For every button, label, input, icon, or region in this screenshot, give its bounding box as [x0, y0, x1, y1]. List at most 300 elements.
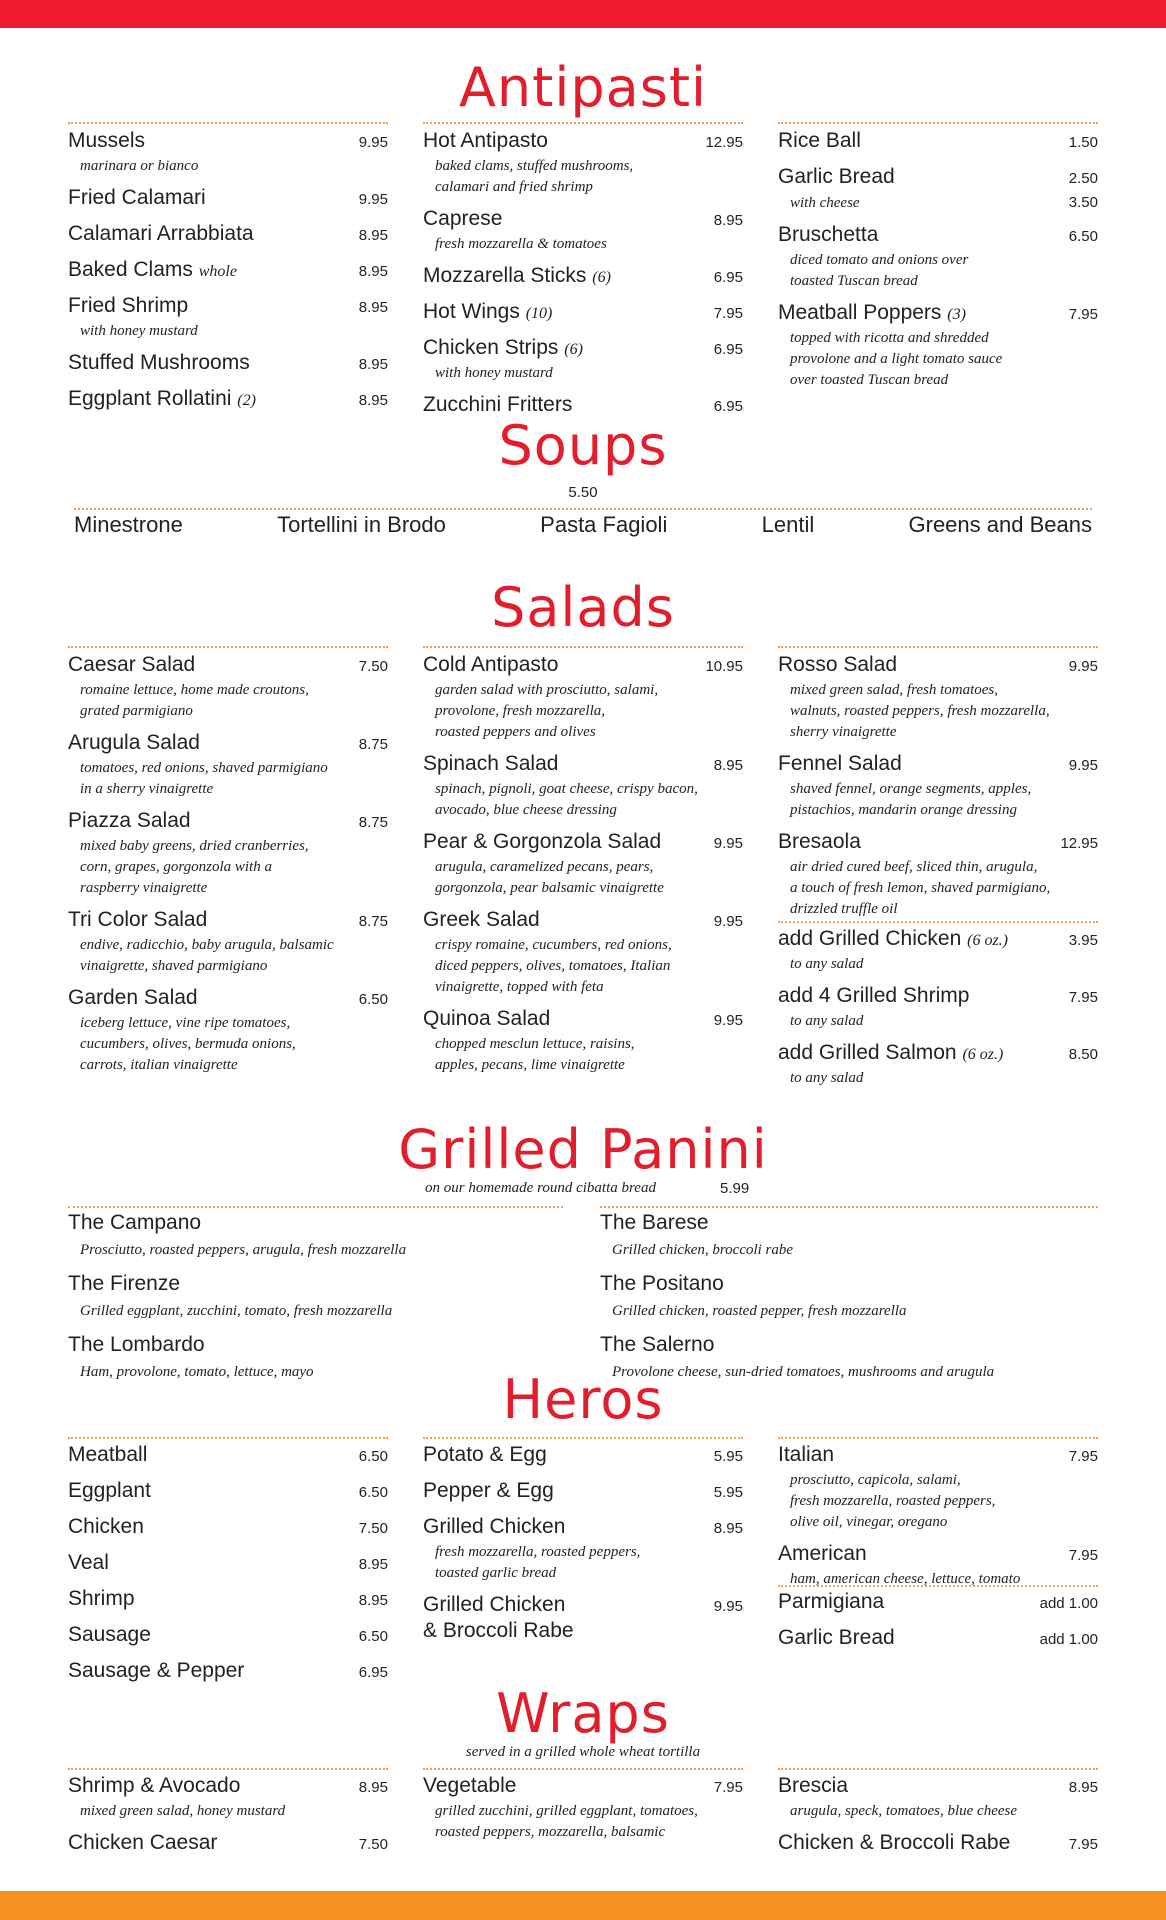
- wraps-column: [68, 1773, 388, 1866]
- menu-item: [68, 1478, 388, 1506]
- menu-item-price: 7.95: [1068, 306, 1098, 323]
- menu-item: [423, 206, 743, 255]
- menu-item-note: (3): [947, 306, 966, 323]
- menu-item-description: fresh mozzarella, roasted peppers, toasted garlic bread: [435, 1544, 641, 1581]
- menu-item-name-wrap: [68, 293, 188, 319]
- menu-item: [423, 263, 743, 291]
- menu-item-price: 7.50: [358, 1836, 388, 1853]
- antipasti-column: [423, 128, 743, 428]
- menu-item: [423, 652, 743, 743]
- menu-item-price: 12.95: [705, 134, 743, 151]
- menu-item-name-wrap: [423, 263, 611, 291]
- menu-item: [423, 907, 743, 998]
- menu-item-price: 8.95: [713, 212, 743, 229]
- menu-item-name-wrap: [423, 1773, 516, 1799]
- menu-item-price: 6.95: [713, 341, 743, 358]
- menu-item: [778, 926, 1098, 975]
- menu-item: [423, 751, 743, 821]
- menu-item-price: 7.50: [358, 658, 388, 675]
- menu-item-description: with honey mustard: [80, 323, 198, 339]
- menu-item-name: Mozzarella Sticks: [423, 264, 587, 287]
- menu-item-name: Greek Salad: [423, 908, 540, 931]
- menu-item-price: 8.95: [358, 1779, 388, 1796]
- wraps-column: [423, 1773, 743, 1851]
- menu-item: [68, 985, 388, 1076]
- menu-item: [423, 1514, 743, 1584]
- menu-item: [778, 1773, 1098, 1822]
- menu-item: [778, 164, 1098, 214]
- menu-item-price: 9.95: [358, 191, 388, 208]
- menu-item-name: add Grilled Chicken: [778, 927, 962, 950]
- menu-item-name: Chicken Strips: [423, 336, 559, 359]
- menu-item-name: Fried Calamari: [68, 186, 206, 209]
- menu-item-price: 9.95: [713, 1598, 743, 1615]
- menu-item: [423, 299, 743, 327]
- menu-item-note: (2): [237, 392, 256, 409]
- antipasti-column: [778, 128, 1098, 399]
- menu-item-name-wrap: [423, 1514, 565, 1540]
- menu-item: [778, 1625, 1098, 1653]
- menu-item-name: Veal: [68, 1551, 109, 1574]
- salads-column: [423, 652, 743, 1084]
- panini-item-name: The Positano: [600, 1272, 724, 1295]
- menu-item-name-wrap: [778, 1773, 848, 1799]
- menu-item-description: to any salad: [790, 1070, 864, 1086]
- menu-item-description: fresh mozzarella & tomatoes: [435, 236, 607, 252]
- menu-item: [423, 1478, 743, 1506]
- heros-column: [68, 1442, 388, 1694]
- menu-item-description: mixed green salad, fresh tomatoes, walnuts, roasted peppers, fresh mozzarella, sherry vinaigrette: [790, 682, 1050, 740]
- section-title-salads: Salads: [491, 576, 675, 639]
- menu-item-note: (6): [564, 341, 583, 358]
- panini-column: [68, 1210, 563, 1393]
- menu-item-price: 8.50: [1068, 1046, 1098, 1063]
- menu-item-name: Caesar Salad: [68, 653, 196, 676]
- menu-item-name: Chicken: [68, 1515, 144, 1538]
- menu-item-name: Meatball Poppers: [778, 301, 942, 324]
- panini-item-description: Ham, provolone, tomato, lettuce, mayo: [80, 1364, 314, 1380]
- menu-item: [68, 221, 388, 249]
- menu-item-price: 3.95: [1068, 932, 1098, 949]
- menu-item: [68, 257, 388, 285]
- menu-item-price: 8.95: [358, 392, 388, 409]
- menu-item-price: 8.95: [358, 227, 388, 244]
- menu-item-name: Eggplant Rollatini: [68, 387, 232, 410]
- menu-item-name: Chicken & Broccoli Rabe: [778, 1831, 1011, 1854]
- menu-item-name: Italian: [778, 1443, 835, 1466]
- menu-item: [68, 1514, 388, 1542]
- menu-item-name-wrap: [778, 300, 966, 328]
- menu-item-description: spinach, pignoli, goat cheese, crispy bacon, avocado, blue cheese dressing: [435, 781, 698, 818]
- divider: [778, 646, 1098, 648]
- soups-list: [74, 512, 1092, 538]
- menu-item: [68, 185, 388, 213]
- menu-item-description: baked clams, stuffed mushrooms, calamari and fried shrimp: [435, 158, 634, 195]
- divider: [68, 122, 388, 124]
- menu-item-name-wrap: [423, 1592, 574, 1644]
- menu-item-name-wrap: [68, 1550, 109, 1576]
- menu-item-description: topped with ricotta and shredded provolone and a light tomato sauce over toasted Tuscan bread: [790, 330, 1003, 388]
- soup-item: Minestrone: [74, 512, 183, 537]
- menu-item-name: Calamari Arrabbiata: [68, 222, 254, 245]
- menu-item-name-wrap: [68, 907, 207, 933]
- menu-item: [423, 1592, 743, 1644]
- menu-item: [68, 1442, 388, 1470]
- menu-item: [423, 829, 743, 899]
- menu-item-name-wrap: [778, 652, 897, 678]
- menu-item-name-wrap: [68, 257, 237, 285]
- menu-item-name: Caprese: [423, 207, 503, 230]
- menu-item-name: Quinoa Salad: [423, 1007, 551, 1030]
- menu-item-name-wrap: [68, 1442, 147, 1468]
- menu-item: [68, 1622, 388, 1650]
- menu-item-price: 8.95: [713, 757, 743, 774]
- menu-item-name: Garlic Bread: [778, 165, 895, 188]
- menu-item: [68, 1550, 388, 1578]
- soup-item: Greens and Beans: [908, 512, 1092, 537]
- menu-item-name-wrap: [68, 808, 191, 834]
- salad-addons: [778, 926, 1098, 1097]
- menu-item-name: Mussels: [68, 129, 146, 152]
- menu-item-description: mixed baby greens, dried cranberries, corn, grapes, gorgonzola with a raspberry vinaigrette: [80, 838, 309, 896]
- menu-item-name: Stuffed Mushrooms: [68, 351, 250, 374]
- menu-item-name-wrap: [778, 1830, 1010, 1856]
- menu-item-name-wrap: [423, 652, 558, 678]
- menu-item-name-wrap: [778, 1541, 867, 1567]
- menu-item: [423, 1442, 743, 1470]
- menu-item-description: with honey mustard: [435, 365, 553, 381]
- menu-item-name-wrap: [68, 350, 250, 376]
- salads-column: [778, 652, 1098, 928]
- menu-item: [68, 293, 388, 342]
- menu-item-name: Potato & Egg: [423, 1443, 547, 1466]
- menu-item-name-wrap: [68, 652, 195, 678]
- menu-item-name-wrap: [68, 1478, 151, 1504]
- menu-item-price: 6.50: [358, 1484, 388, 1501]
- menu-item: [778, 222, 1098, 292]
- menu-item-name: Garden Salad: [68, 986, 198, 1009]
- menu-item-name: Rice Ball: [778, 129, 861, 152]
- panini-item-name: The Lombardo: [68, 1333, 205, 1356]
- menu-item-name-wrap: [68, 386, 256, 414]
- menu-item-name-wrap: [423, 1478, 554, 1504]
- menu-item-description: chopped mesclun lettuce, raisins, apples, pecans, lime vinaigrette: [435, 1036, 635, 1073]
- panini-price: 5.99: [720, 1180, 750, 1197]
- menu-item-name-wrap: [423, 128, 548, 154]
- menu-item-price: 7.95: [713, 1779, 743, 1796]
- menu-item: [68, 808, 388, 899]
- menu-item-name-wrap: [68, 1514, 144, 1540]
- menu-item: [68, 350, 388, 378]
- menu-item-price: 8.75: [358, 736, 388, 753]
- divider: [423, 122, 743, 124]
- panini-item-name: The Campano: [68, 1211, 202, 1234]
- menu-item-price: 8.95: [358, 299, 388, 316]
- menu-item-description: garden salad with prosciutto, salami, provolone, fresh mozzarella, roasted peppers and olives: [435, 682, 659, 740]
- menu-item-price: 7.95: [1068, 1547, 1098, 1564]
- menu-item-price: 12.95: [1060, 835, 1098, 852]
- divider: [778, 1768, 1098, 1770]
- menu-item: [68, 386, 388, 414]
- menu-item-name-wrap: [423, 335, 583, 363]
- menu-item: [778, 751, 1098, 821]
- menu-item-note: (10): [525, 305, 553, 322]
- menu-item-description: endive, radicchio, baby arugula, balsamic vinaigrette, shaved parmigiano: [80, 937, 334, 974]
- menu-item-name-wrap: [778, 222, 878, 248]
- menu-item-name-wrap: [423, 829, 661, 855]
- menu-item-name-wrap: [68, 1586, 135, 1612]
- divider: [778, 1585, 1098, 1587]
- menu-item-name: Arugula Salad: [68, 731, 200, 754]
- menu-item-name: Baked Clams: [68, 258, 193, 281]
- section-title-panini: Grilled Panini: [398, 1118, 768, 1181]
- divider: [600, 1206, 1098, 1208]
- menu-item-name: American: [778, 1542, 867, 1565]
- menu-item-description: mixed green salad, honey mustard: [80, 1803, 286, 1819]
- panini-item: [68, 1210, 563, 1261]
- divider: [423, 1768, 743, 1770]
- menu-item-name-wrap: [68, 730, 200, 756]
- soup-item: Tortellini in Brodo: [277, 512, 446, 537]
- panini-item-description: Prosciutto, roasted peppers, arugula, fresh mozzarella: [80, 1242, 407, 1258]
- menu-item-price: 7.95: [1068, 1448, 1098, 1465]
- menu-item-price: 8.95: [713, 1520, 743, 1537]
- menu-item-name: Parmigiana: [778, 1590, 885, 1613]
- menu-item: [68, 128, 388, 177]
- menu-item-price: 10.95: [705, 658, 743, 675]
- panini-subtitle: on our homemade round cibatta bread: [425, 1180, 656, 1196]
- menu-item-name: Bruschetta: [778, 223, 879, 246]
- menu-item: [778, 652, 1098, 743]
- menu-item: [778, 1589, 1098, 1617]
- menu-item-price: 5.95: [713, 1484, 743, 1501]
- menu-item: [68, 730, 388, 800]
- menu-item-name: Bresaola: [778, 830, 861, 853]
- top-color-bar: [0, 0, 1166, 28]
- menu-item-name: Brescia: [778, 1774, 849, 1797]
- divider: [778, 1437, 1098, 1439]
- soups-price: 5.50: [568, 484, 598, 501]
- bottom-color-bar: [0, 1891, 1166, 1920]
- menu-item-name-wrap: [778, 1442, 834, 1468]
- panini-item-name: The Firenze: [68, 1272, 181, 1295]
- menu-item-price: 1.50: [1068, 134, 1098, 151]
- menu-item-name: Hot Antipasto: [423, 129, 548, 152]
- menu-item-price: 7.95: [1068, 989, 1098, 1006]
- menu-item-name-wrap: [68, 128, 145, 154]
- menu-item: [423, 1773, 743, 1843]
- menu-item-name-wrap: [68, 985, 198, 1011]
- menu-item-description: ham, american cheese, lettuce, tomato: [790, 1571, 1021, 1587]
- menu-item-name-wrap: [778, 1589, 884, 1615]
- menu-item-name: add 4 Grilled Shrimp: [778, 984, 970, 1007]
- menu-item-price: 8.95: [1068, 1779, 1098, 1796]
- panini-item-description: Grilled eggplant, zucchini, tomato, fresh mozzarella: [80, 1303, 393, 1319]
- menu-item-name-wrap: [778, 128, 861, 154]
- divider: [68, 646, 388, 648]
- menu-item-price: 8.95: [358, 1556, 388, 1573]
- menu-item-name: Sausage: [68, 1623, 151, 1646]
- menu-item-price: 6.50: [358, 1448, 388, 1465]
- menu-item-name-wrap: [68, 185, 206, 211]
- menu-item-price: 6.95: [358, 1664, 388, 1681]
- menu-item-name: Pear & Gorgonzola Salad: [423, 830, 662, 853]
- divider: [778, 921, 1098, 923]
- menu-item: [778, 300, 1098, 391]
- menu-item-name-wrap: [778, 983, 969, 1009]
- menu-item-name-wrap: [778, 1625, 895, 1651]
- menu-item-name-wrap: [68, 221, 254, 247]
- panini-item-description: Grilled chicken, roasted pepper, fresh mozzarella: [612, 1303, 907, 1319]
- menu-item-name: Fried Shrimp: [68, 294, 189, 317]
- menu-item-price: 9.95: [713, 835, 743, 852]
- section-title-soups: Soups: [498, 414, 668, 477]
- menu-item: [423, 335, 743, 384]
- antipasti-column: [68, 128, 388, 422]
- menu-item-description: tomatoes, red onions, shaved parmigiano in a sherry vinaigrette: [80, 760, 328, 797]
- menu-item-name: Meatball: [68, 1443, 148, 1466]
- menu-item-name-wrap: [68, 1622, 151, 1648]
- panini-column: [600, 1210, 1098, 1393]
- menu-item-name: Zucchini Fritters: [423, 393, 573, 416]
- menu-item-name: Fennel Salad: [778, 752, 902, 775]
- menu-item-name: Tri Color Salad: [68, 908, 208, 931]
- menu-item-name-wrap: [423, 299, 552, 327]
- menu-item-name: Chicken Caesar: [68, 1831, 218, 1854]
- menu-item-description: grilled zucchini, grilled eggplant, tomatoes, roasted peppers, mozzarella, balsamic: [435, 1803, 698, 1840]
- menu-item: [778, 1541, 1098, 1590]
- menu-item-description: marinara or bianco: [80, 158, 199, 174]
- salads-column: [68, 652, 388, 1084]
- divider: [68, 1206, 563, 1208]
- menu-item-name-wrap: [423, 751, 558, 777]
- menu-item-price: 8.75: [358, 814, 388, 831]
- divider: [423, 646, 743, 648]
- panini-item: [600, 1271, 1098, 1322]
- menu-item-price: 6.50: [358, 1628, 388, 1645]
- menu-item-price-option: 3.50: [1068, 194, 1098, 211]
- heros-extras: [778, 1589, 1098, 1661]
- menu-item-price: 9.95: [713, 913, 743, 930]
- panini-item-name: The Salerno: [600, 1333, 715, 1356]
- menu-item-note: (6 oz.): [962, 1046, 1004, 1063]
- menu-item-description: shaved fennel, orange segments, apples, pistachios, mandarin orange dressing: [790, 781, 1032, 818]
- section-title-heros: Heros: [502, 1368, 664, 1431]
- panini-item: [600, 1210, 1098, 1261]
- menu-item: [68, 1586, 388, 1614]
- menu-item-price: 9.95: [1068, 658, 1098, 675]
- menu-item-name: Shrimp & Avocado: [68, 1774, 241, 1797]
- menu-item-description: diced tomato and onions over toasted Tuscan bread: [790, 252, 969, 289]
- menu-item-price: 7.95: [713, 305, 743, 322]
- menu-item: [68, 1830, 388, 1858]
- section-title-wraps: Wraps: [496, 1682, 670, 1745]
- menu-item-name: add Grilled Salmon: [778, 1041, 957, 1064]
- menu-item-name: Vegetable: [423, 1774, 517, 1797]
- menu-item-name-wrap: [423, 1006, 550, 1032]
- menu-item-price: 6.50: [1068, 228, 1098, 245]
- menu-item: [778, 1830, 1098, 1858]
- menu-item-price: add 1.00: [1039, 1631, 1098, 1648]
- menu-item-note: (6): [592, 269, 611, 286]
- panini-item-description: Provolone cheese, sun-dried tomatoes, mushrooms and arugula: [612, 1364, 995, 1380]
- menu-item-name: Garlic Bread: [778, 1626, 895, 1649]
- menu-item: [778, 1442, 1098, 1533]
- menu-item-description: arugula, caramelized pecans, pears, gorgonzola, pear balsamic vinaigrette: [435, 859, 664, 896]
- menu-item-name: Cold Antipasto: [423, 653, 559, 676]
- panini-item-name: The Barese: [600, 1211, 709, 1234]
- menu-item-price: 9.95: [358, 134, 388, 151]
- menu-item-description: air dried cured beef, sliced thin, arugula, a touch of fresh lemon, shaved parmigiano, drizzled truffle oil: [790, 859, 1051, 917]
- menu-item: [778, 829, 1098, 920]
- menu-item-name-wrap: [778, 1040, 1003, 1068]
- menu-item-name: Hot Wings: [423, 300, 520, 323]
- menu-item: [423, 1006, 743, 1076]
- menu-item-price: 9.95: [1068, 757, 1098, 774]
- menu-item-name-wrap: [68, 1830, 217, 1856]
- menu-item: [778, 1040, 1098, 1089]
- menu-item-price: 6.95: [713, 269, 743, 286]
- menu-item-name: Sausage & Pepper: [68, 1659, 245, 1682]
- soup-item: Pasta Fagioli: [540, 512, 668, 537]
- menu-item-name-wrap: [423, 907, 540, 933]
- menu-item-description: to any salad: [790, 956, 864, 972]
- menu-item-price: 8.95: [358, 356, 388, 373]
- menu-item-description: iceberg lettuce, vine ripe tomatoes, cucumbers, olives, bermuda onions, carrots, italian vinaigrette: [80, 1015, 296, 1073]
- menu-item-price: 6.95: [713, 398, 743, 415]
- menu-item: [68, 1658, 388, 1686]
- menu-item-description: prosciutto, capicola, salami, fresh mozzarella, roasted peppers, olive oil, vinegar, oregano: [790, 1472, 996, 1530]
- menu-item-name: Eggplant: [68, 1479, 151, 1502]
- menu-item-name: Rosso Salad: [778, 653, 898, 676]
- divider: [778, 122, 1098, 124]
- menu-item: [778, 983, 1098, 1032]
- menu-item-description: to any salad: [790, 1013, 864, 1029]
- menu-item-description: crispy romaine, cucumbers, red onions, diced peppers, olives, tomatoes, Italian vinaigrette, topped with feta: [435, 937, 672, 995]
- menu-item-name-wrap: [68, 1658, 244, 1684]
- menu-item-name-wrap: [423, 1442, 547, 1468]
- menu-item-price: 7.95: [1068, 1836, 1098, 1853]
- menu-item-option-row: [778, 192, 1098, 214]
- divider: [68, 1768, 388, 1770]
- wraps-column: [778, 1773, 1098, 1866]
- divider: [68, 1437, 388, 1439]
- menu-item-name: Spinach Salad: [423, 752, 559, 775]
- menu-item-name: Piazza Salad: [68, 809, 191, 832]
- menu-item-price: 5.95: [713, 1448, 743, 1465]
- menu-item-description: arugula, speck, tomatoes, blue cheese: [790, 1803, 1018, 1819]
- heros-column: [423, 1442, 743, 1652]
- menu-item: [68, 652, 388, 722]
- menu-item-name-wrap: [423, 206, 502, 232]
- menu-item-price: 8.95: [358, 263, 388, 280]
- menu-item: [778, 128, 1098, 156]
- menu-item-price: add 1.00: [1039, 1595, 1098, 1612]
- divider: [74, 508, 1092, 510]
- menu-item: [68, 1773, 388, 1822]
- menu-item-name-wrap: [68, 1773, 240, 1799]
- menu-item: [68, 907, 388, 977]
- menu-item-name-wrap: [778, 164, 895, 190]
- menu-item-price: 9.95: [713, 1012, 743, 1029]
- menu-item-name-wrap: [778, 829, 861, 855]
- panini-item: [68, 1271, 563, 1322]
- menu-item-price: 8.95: [358, 1592, 388, 1609]
- wraps-subtitle: served in a grilled whole wheat tortilla: [465, 1744, 701, 1760]
- soup-item: Lentil: [761, 512, 815, 537]
- menu-item-price: 6.50: [358, 991, 388, 1008]
- menu-item-price: 2.50: [1068, 170, 1098, 187]
